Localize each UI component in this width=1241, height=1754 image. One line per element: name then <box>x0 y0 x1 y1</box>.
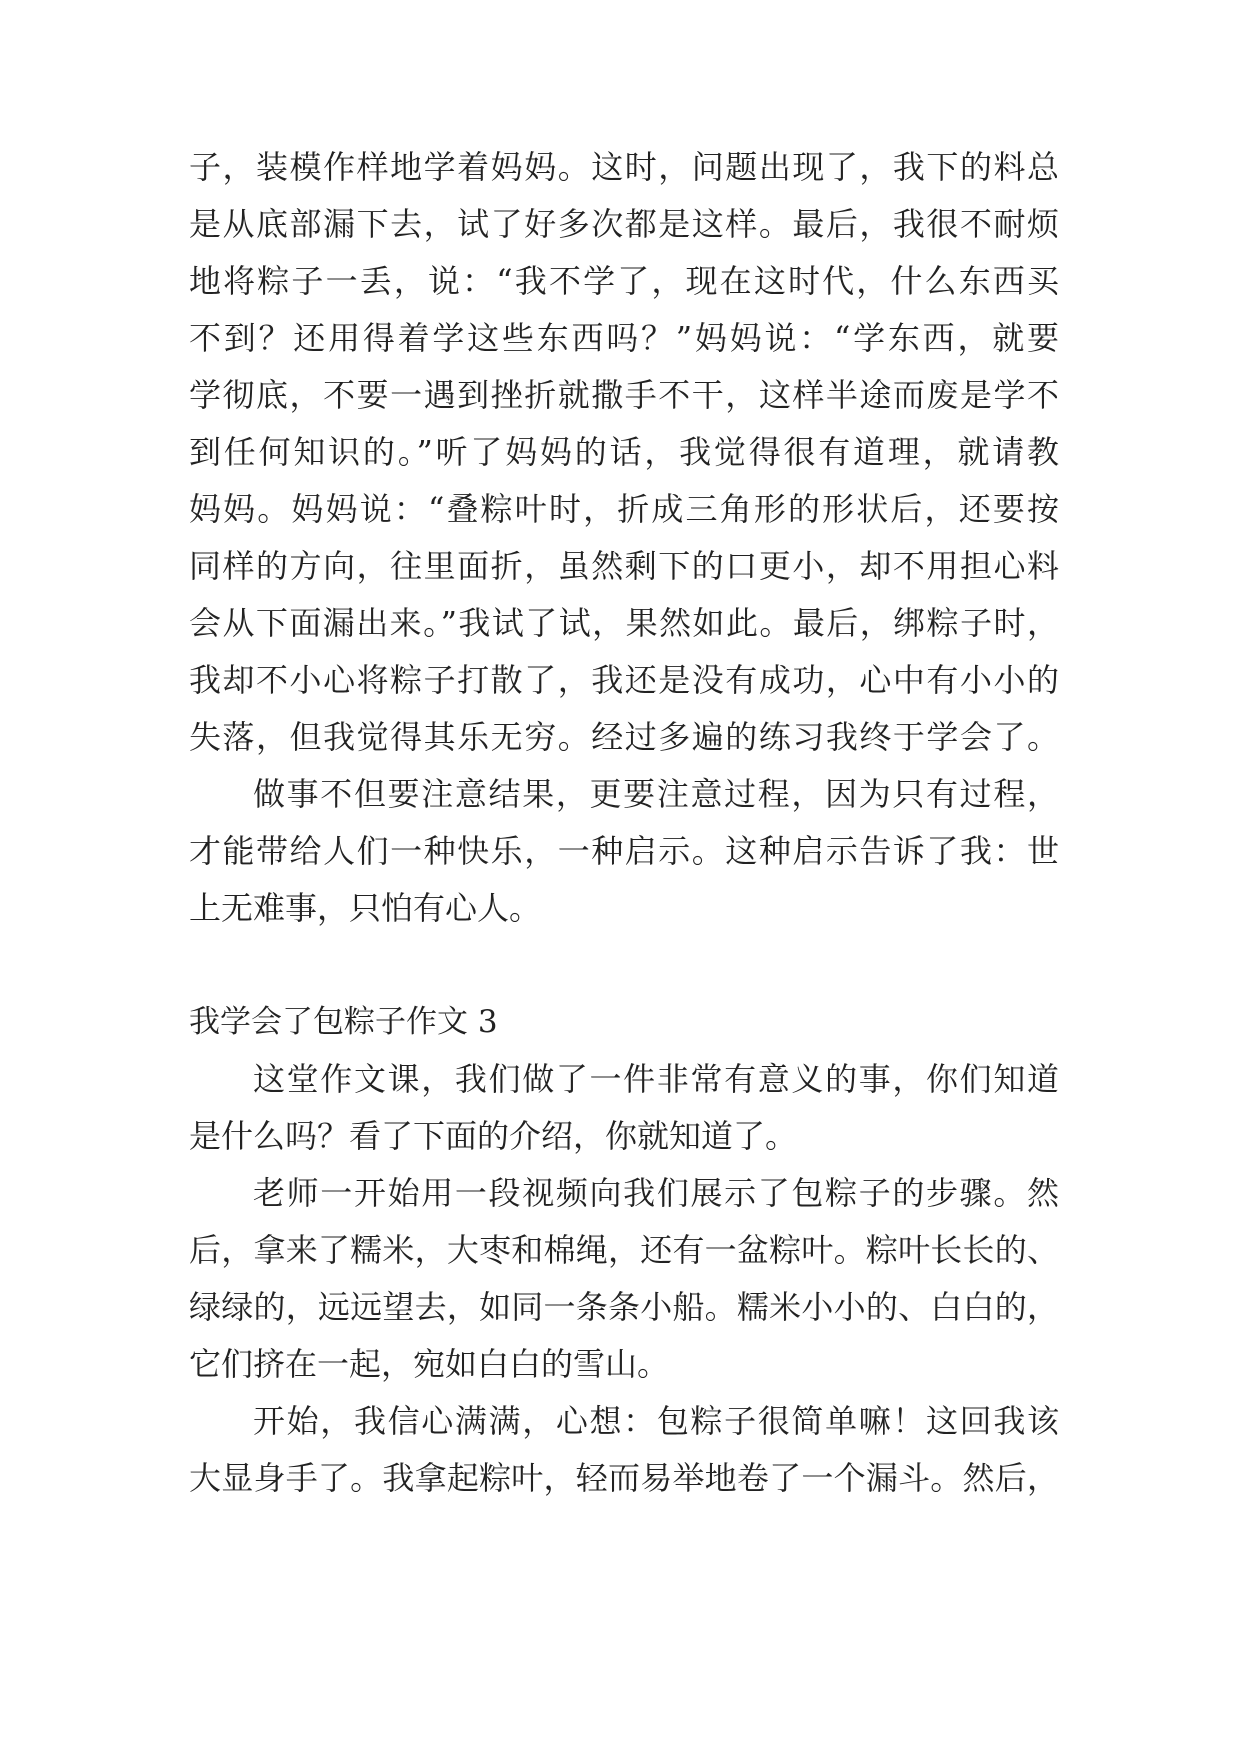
paragraph-line: 做事不但要注意结果，更要注意过程，因为只有过程， <box>253 775 1059 813</box>
paragraph-line: 老师一开始用一段视频向我们展示了包粽子的步骤。然 <box>253 1174 1059 1212</box>
paragraph-line: 妈妈。妈妈说：“叠粽叶时，折成三角形的形状后，还要按 <box>189 490 1059 528</box>
paragraph-line: 学彻底，不要一遇到挫折就撒手不干，这样半途而废是学不 <box>189 376 1059 414</box>
paragraph-line: 它们挤在一起，宛如白白的雪山。 <box>189 1345 670 1383</box>
section-title: 我学会了包粽子作文 3 <box>189 1004 498 1040</box>
paragraph-line: 才能带给人们一种快乐，一种启示。这种启示告诉了我：世 <box>189 832 1059 870</box>
paragraph-line: 大显身手了。我拿起粽叶，轻而易举地卷了一个漏斗。然后， <box>189 1459 1059 1497</box>
paragraph-line: 到任何知识的。”听了妈妈的话，我觉得很有道理，就请教 <box>189 433 1059 471</box>
paragraph-line: 后，拿来了糯米，大枣和棉绳，还有一盆粽叶。粽叶长长的、 <box>189 1231 1059 1269</box>
paragraph-line: 绿绿的，远远望去，如同一条条小船。糯米小小的、白白的， <box>189 1288 1059 1326</box>
paragraph-line: 失落，但我觉得其乐无穷。经过多遍的练习我终于学会了。 <box>189 718 1059 756</box>
paragraph-line: 是什么吗？看了下面的介绍，你就知道了。 <box>189 1117 798 1155</box>
paragraph-line: 地将粽子一丢，说：“我不学了，现在这时代，什么东西买 <box>189 262 1059 300</box>
paragraph-line: 子，装模作样地学着妈妈。这时，问题出现了，我下的料总 <box>189 148 1059 186</box>
paragraph-line: 开始，我信心满满，心想：包粽子很简单嘛！这回我该 <box>253 1402 1059 1440</box>
paragraph-line: 会从下面漏出来。”我试了试，果然如此。最后，绑粽子时， <box>189 604 1059 642</box>
paragraph-line: 上无难事，只怕有心人。 <box>189 889 542 927</box>
paragraph-line: 是从底部漏下去，试了好多次都是这样。最后，我很不耐烦 <box>189 205 1059 243</box>
paragraph-line: 同样的方向，往里面折，虽然剩下的口更小，却不用担心料 <box>189 547 1059 585</box>
paragraph-line: 这堂作文课，我们做了一件非常有意义的事，你们知道 <box>253 1060 1059 1098</box>
paragraph-line: 不到？还用得着学这些东西吗？”妈妈说：“学东西，就要 <box>189 319 1059 357</box>
paragraph-line: 我却不小心将粽子打散了，我还是没有成功，心中有小小的 <box>189 661 1059 699</box>
